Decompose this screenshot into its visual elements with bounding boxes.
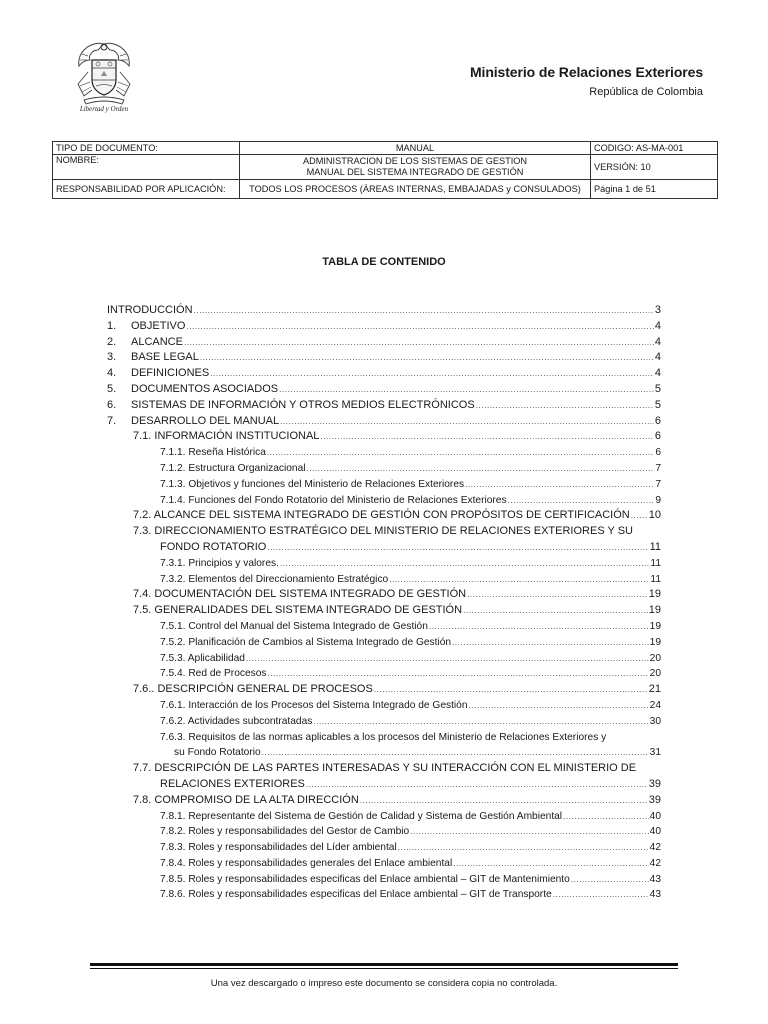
toc-entry-title: 7.1.1. Reseña Histórica: [160, 447, 266, 459]
toc-leader-dots: [186, 319, 653, 335]
toc-leader-dots: [374, 682, 648, 698]
toc-entry-body: [160, 730, 661, 746]
toc-leader-dots: [279, 382, 654, 398]
toc-page-number: 7: [655, 462, 661, 474]
toc-entry-body: [133, 524, 661, 540]
toc-entry-number: 2.: [107, 335, 117, 348]
toc-entry-continuation[interactable]: [107, 540, 661, 556]
toc-entry-title: DOCUMENTOS ASOCIADOS: [131, 382, 279, 395]
toc-entry-title: 7.8.6. Roles y responsabilidades especificas del Enlace ambiental – GIT de Transporte: [160, 889, 552, 901]
toc-page-number: 4: [654, 319, 661, 332]
toc-entry-title: 7.1.4. Funciones del Fondo Rotatorio del Ministerio de Relaciones Exteriores: [160, 494, 507, 506]
toc-page-number: 4: [654, 335, 661, 348]
toc-entry-body: [160, 856, 661, 872]
toc-entry-number: 7.: [107, 414, 117, 427]
toc-page-number: 42: [649, 842, 661, 854]
toc-entry-body: [174, 745, 661, 761]
toc-leader-dots: [571, 872, 649, 888]
toc-page-number: 43: [649, 889, 661, 901]
toc-entry[interactable]: [107, 809, 661, 825]
toc-entry-title: 7.5. GENERALIDADES DEL SISTEMA INTEGRADO DE GESTIÓN: [133, 604, 463, 617]
toc-leader-dots: [563, 809, 649, 825]
toc-entry[interactable]: [107, 856, 661, 872]
toc-title: TABLA DE CONTENIDO: [322, 256, 446, 268]
toc-entry-number: 3.: [107, 351, 117, 364]
toc-entry-title: su Fondo Rotatorio: [174, 747, 261, 759]
toc-page-number: 4: [654, 351, 661, 364]
toc-entry-body: [160, 651, 661, 667]
toc-page-number: 21: [648, 683, 661, 696]
toc-entry-title: 7.7. DESCRIPCIÓN DE LAS PARTES INTERESADAS Y SU INTERACCIÓN CON EL MINISTERIO DE: [133, 762, 637, 775]
doc-type-label: TIPO DE DOCUMENTO:: [53, 142, 240, 155]
toc-entry-continuation[interactable]: [107, 745, 661, 761]
toc-entry-body: [160, 809, 661, 825]
toc-entry[interactable]: [107, 398, 661, 414]
toc-entry[interactable]: [107, 493, 661, 509]
document-info-table: [52, 141, 718, 199]
toc-entry[interactable]: [107, 366, 661, 382]
toc-entry[interactable]: [107, 682, 661, 698]
doc-name-line2: MANUAL DEL SISTEMA INTEGRADO DE GESTIÓN: [306, 167, 524, 177]
toc-leader-dots: [210, 366, 654, 382]
toc-entry[interactable]: [107, 303, 661, 319]
doc-page-count: Página 1 de 51: [591, 180, 718, 199]
footer-note: Una vez descargado o impreso este documento se considera copia no controlada.: [210, 978, 558, 989]
toc-entry-title: 7.8.1. Representante del Sistema de Gestión de Calidad y Sistema de Gestión Ambiental: [160, 810, 563, 822]
toc-entry-body: [107, 303, 661, 319]
toc-entry-body: [160, 698, 661, 714]
toc-leader-dots: [280, 556, 650, 572]
toc-entry[interactable]: [107, 461, 661, 477]
toc-entry-body: [160, 635, 661, 651]
doc-name-label: NOMBRE:: [53, 155, 240, 180]
toc-page-number: 11: [650, 573, 661, 585]
toc-page-number: 19: [648, 588, 661, 601]
toc-entry-body: [133, 761, 661, 777]
doc-type-value: MANUAL: [240, 142, 591, 155]
toc-entry-title: 7.8.5. Roles y responsabilidades especificas del Enlace ambiental – GIT de Mantenimiento: [160, 873, 570, 885]
toc-entry-title: 7.8.4. Roles y responsabilidades generales del Enlace ambiental: [160, 857, 453, 869]
toc-entry-title: 7.6.1. Interacción de los Procesos del Sistema Integrado de Gestión: [160, 699, 468, 711]
toc-entry[interactable]: [107, 840, 661, 856]
toc-entry-body: [160, 872, 661, 888]
toc-entry-body: [131, 350, 661, 366]
toc-entry-body: [133, 603, 661, 619]
toc-entry-title: RELACIONES EXTERIORES: [160, 777, 305, 790]
toc-page-number: 4: [654, 367, 661, 380]
coat-of-arms-icon: [70, 38, 138, 106]
toc-entry-body: [160, 840, 661, 856]
toc-entry-body: [133, 793, 661, 809]
toc-entry[interactable]: [107, 587, 661, 603]
toc-entry-body: [131, 366, 661, 382]
toc-entry-title: DEFINICIONES: [131, 367, 210, 380]
toc-entry-title: DESARROLLO DEL MANUAL: [131, 414, 280, 427]
toc-entry-body: [131, 335, 661, 351]
toc-entry[interactable]: [107, 872, 661, 888]
toc-page-number: 5: [654, 382, 661, 395]
toc-page-number: 19: [649, 620, 661, 632]
toc-entry-body: [160, 461, 661, 477]
toc-entry[interactable]: [107, 666, 661, 682]
toc-entry[interactable]: [107, 635, 661, 651]
toc-entry-title: 7.8.3. Roles y responsabilidades del Líder ambiental: [160, 842, 397, 854]
toc-entry-body: [160, 540, 661, 556]
toc-leader-dots: [463, 603, 648, 619]
toc-entry-title: 7.1. INFORMACIÓN INSTITUCIONAL: [133, 430, 320, 443]
toc-entry-title: INTRODUCCIÓN: [107, 304, 193, 316]
toc-entry-body: [131, 414, 661, 430]
toc-leader-dots: [262, 745, 649, 761]
toc-leader-dots: [452, 635, 649, 651]
toc-page-number: 5: [654, 398, 661, 411]
toc-entry-title: SISTEMAS DE INFORMACIÓN Y OTROS MEDIOS ELECTRÓNICOS: [131, 398, 475, 411]
country-name: República de Colombia: [589, 86, 703, 98]
footer-divider: [90, 963, 678, 966]
toc-leader-dots: [360, 793, 648, 809]
toc-entry-body: [133, 587, 661, 603]
toc-entry-title: 7.5.2. Planificación de Cambios al Sistema Integrado de Gestión: [160, 636, 452, 648]
toc-entry-title: OBJETIVO: [131, 319, 186, 332]
toc-page-number: 24: [649, 699, 661, 711]
toc-entry[interactable]: [107, 714, 661, 730]
toc-entry-body: [160, 556, 661, 572]
toc-entry-body: [131, 382, 661, 398]
toc-page-number: 6: [654, 414, 661, 427]
toc-leader-dots: [267, 445, 654, 461]
toc-page-number: 19: [648, 604, 661, 617]
toc-page-number: 40: [649, 810, 661, 822]
toc-leader-dots: [280, 414, 654, 430]
toc-entry[interactable]: [107, 698, 661, 714]
doc-version: VERSIÓN: 10: [591, 155, 718, 180]
toc-page-number: 39: [648, 777, 661, 790]
toc-entry-title: 7.2. ALCANCE DEL SISTEMA INTEGRADO DE GESTIÓN CON PROPÓSITOS DE CERTIFICACIÓN: [133, 509, 630, 522]
toc-entry-body: [160, 887, 661, 903]
doc-name-line1: ADMINISTRACION DE LOS SISTEMAS DE GESTION: [302, 156, 528, 166]
toc-entry-title: ALCANCE: [131, 335, 183, 348]
toc-leader-dots: [476, 398, 654, 414]
doc-code: CODIGO: AS-MA-001: [591, 142, 718, 155]
toc-leader-dots: [429, 619, 649, 635]
doc-resp-row: [53, 180, 718, 199]
toc-page-number: 6: [655, 447, 661, 459]
toc-leader-dots: [465, 477, 654, 493]
toc-entry[interactable]: [107, 445, 661, 461]
toc-entry[interactable]: [107, 603, 661, 619]
toc-leader-dots: [467, 587, 648, 603]
toc-entry-body: [160, 714, 661, 730]
toc-entry-body: [133, 682, 661, 698]
toc-leader-dots: [194, 303, 654, 319]
coat-of-arms-logo: [70, 38, 138, 120]
toc-leader-dots: [453, 856, 648, 872]
toc-page-number: 11: [649, 540, 661, 553]
toc-leader-dots: [184, 335, 654, 351]
toc-entry[interactable]: [107, 335, 661, 351]
toc-leader-dots: [307, 461, 655, 477]
toc-entry-title: 7.8. COMPROMISO DE LA ALTA DIRECCIÓN: [133, 793, 359, 806]
toc-leader-dots: [631, 508, 648, 524]
toc-entry[interactable]: [107, 524, 661, 540]
toc-entry-body: [131, 319, 661, 335]
toc-leader-dots: [398, 840, 649, 856]
toc-entry-number: 1.: [107, 319, 117, 332]
toc-page-number: 43: [649, 873, 661, 885]
toc-page-number: 31: [649, 747, 661, 759]
toc-entry[interactable]: [107, 319, 661, 335]
toc-leader-dots: [246, 651, 649, 667]
toc-leader-dots: [267, 540, 648, 556]
toc-entry[interactable]: [107, 429, 661, 445]
toc-page-number: 20: [649, 652, 661, 664]
toc-entry[interactable]: [107, 508, 661, 524]
toc-entry[interactable]: [107, 651, 661, 667]
toc-leader-dots: [200, 350, 654, 366]
ministry-name: Ministerio de Relaciones Exteriores: [469, 64, 703, 80]
toc-entry-title: 7.5.4. Red de Procesos: [160, 668, 267, 680]
toc-entry-body: [131, 398, 661, 414]
toc-entry[interactable]: [107, 556, 661, 572]
toc-entry-title: 7.1.3. Objetivos y funciones del Ministerio de Relaciones Exteriores: [160, 478, 465, 490]
toc-page-number: 42: [649, 857, 661, 869]
toc-page-number: 20: [649, 668, 661, 680]
toc-entry-body: [160, 666, 661, 682]
toc-entry-body: [160, 445, 661, 461]
toc-entry-title: 7.6.3. Requisitos de las normas aplicables a los procesos del Ministerio de Relaciones Exteriores y: [160, 731, 607, 743]
toc-page-number: 10: [648, 509, 661, 522]
doc-name-value: [240, 155, 591, 180]
table-of-contents: [107, 303, 661, 903]
toc-entry-title: 7.6.. DESCRIPCIÓN GENERAL DE PROCESOS: [133, 683, 373, 696]
toc-entry-body: [160, 493, 661, 509]
toc-leader-dots: [410, 824, 648, 840]
toc-entry[interactable]: [107, 382, 661, 398]
toc-leader-dots: [553, 887, 649, 903]
toc-entry[interactable]: [107, 619, 661, 635]
toc-leader-dots: [508, 493, 655, 509]
logo-motto: Libertad y Orden: [79, 105, 129, 113]
toc-entry[interactable]: [107, 824, 661, 840]
toc-entry-title: FONDO ROTATORIO: [160, 540, 267, 553]
toc-entry-number: 6.: [107, 398, 117, 411]
doc-resp-value: TODOS LOS PROCESOS (ÁREAS INTERNAS, EMBAJADAS y CONSULADOS): [240, 180, 591, 199]
toc-entry-body: [160, 619, 661, 635]
toc-entry-title: 7.3. DIRECCIONAMIENTO ESTRATÉGICO DEL MINISTERIO DE RELACIONES EXTERIORES Y SU: [133, 525, 633, 538]
toc-entry-title: 7.4. DOCUMENTACIÓN DEL SISTEMA INTEGRADO DE GESTIÓN: [133, 588, 467, 601]
toc-entry-continuation[interactable]: [107, 777, 661, 793]
toc-entry-number: 5.: [107, 382, 117, 395]
toc-page-number: 19: [649, 636, 661, 648]
doc-type-row: [53, 142, 718, 155]
toc-leader-dots: [306, 777, 648, 793]
toc-leader-dots: [267, 666, 648, 682]
footer-divider-thin: [90, 968, 678, 969]
doc-resp-label: RESPONSABILIDAD POR APLICACIÓN:: [53, 180, 240, 199]
toc-page-number: 7: [655, 478, 661, 490]
toc-entry[interactable]: [107, 761, 661, 777]
doc-name-row: [53, 155, 718, 180]
toc-page-number: 39: [648, 793, 661, 806]
toc-entry-number: 4.: [107, 367, 117, 380]
toc-entry-body: [133, 508, 661, 524]
toc-leader-dots: [469, 698, 649, 714]
toc-entry-title: 7.6.2. Actividades subcontratadas: [160, 715, 313, 727]
toc-entry-body: [160, 572, 661, 588]
toc-entry-title: 7.3.2. Elementos del Direccionamiento Estratégico: [160, 573, 389, 585]
toc-entry-title: 7.1.2. Estructura Organizacional: [160, 462, 306, 474]
toc-entry[interactable]: [107, 350, 661, 366]
toc-page-number: 30: [649, 715, 661, 727]
toc-entry[interactable]: [107, 887, 661, 903]
toc-entry-title: 7.5.1. Control del Manual del Sistema Integrado de Gestión: [160, 620, 428, 632]
toc-entry[interactable]: [107, 572, 661, 588]
toc-entry[interactable]: [107, 414, 661, 430]
toc-page-number: 9: [655, 494, 661, 506]
toc-entry-title: BASE LEGAL: [131, 351, 199, 364]
toc-entry-title: 7.8.2. Roles y responsabilidades del Gestor de Cambio: [160, 826, 410, 838]
toc-leader-dots: [389, 572, 649, 588]
toc-entry[interactable]: [107, 477, 661, 493]
toc-page-number: 6: [654, 430, 661, 443]
toc-entry-body: [160, 477, 661, 493]
toc-entry[interactable]: [107, 793, 661, 809]
toc-leader-dots: [313, 714, 648, 730]
toc-entry-body: [160, 777, 661, 793]
toc-entry-title: 7.5.3. Aplicabilidad: [160, 652, 245, 664]
toc-entry-body: [133, 429, 661, 445]
toc-leader-dots: [320, 429, 653, 445]
toc-entry[interactable]: [107, 730, 661, 746]
toc-entry-title: 7.3.1. Principios y valores.: [160, 557, 279, 569]
ministry-header: [470, 62, 703, 100]
toc-entry-body: [160, 824, 661, 840]
toc-page-number: 11: [650, 557, 661, 569]
toc-page-number: 40: [649, 826, 661, 838]
toc-page-number: 3: [654, 304, 661, 316]
